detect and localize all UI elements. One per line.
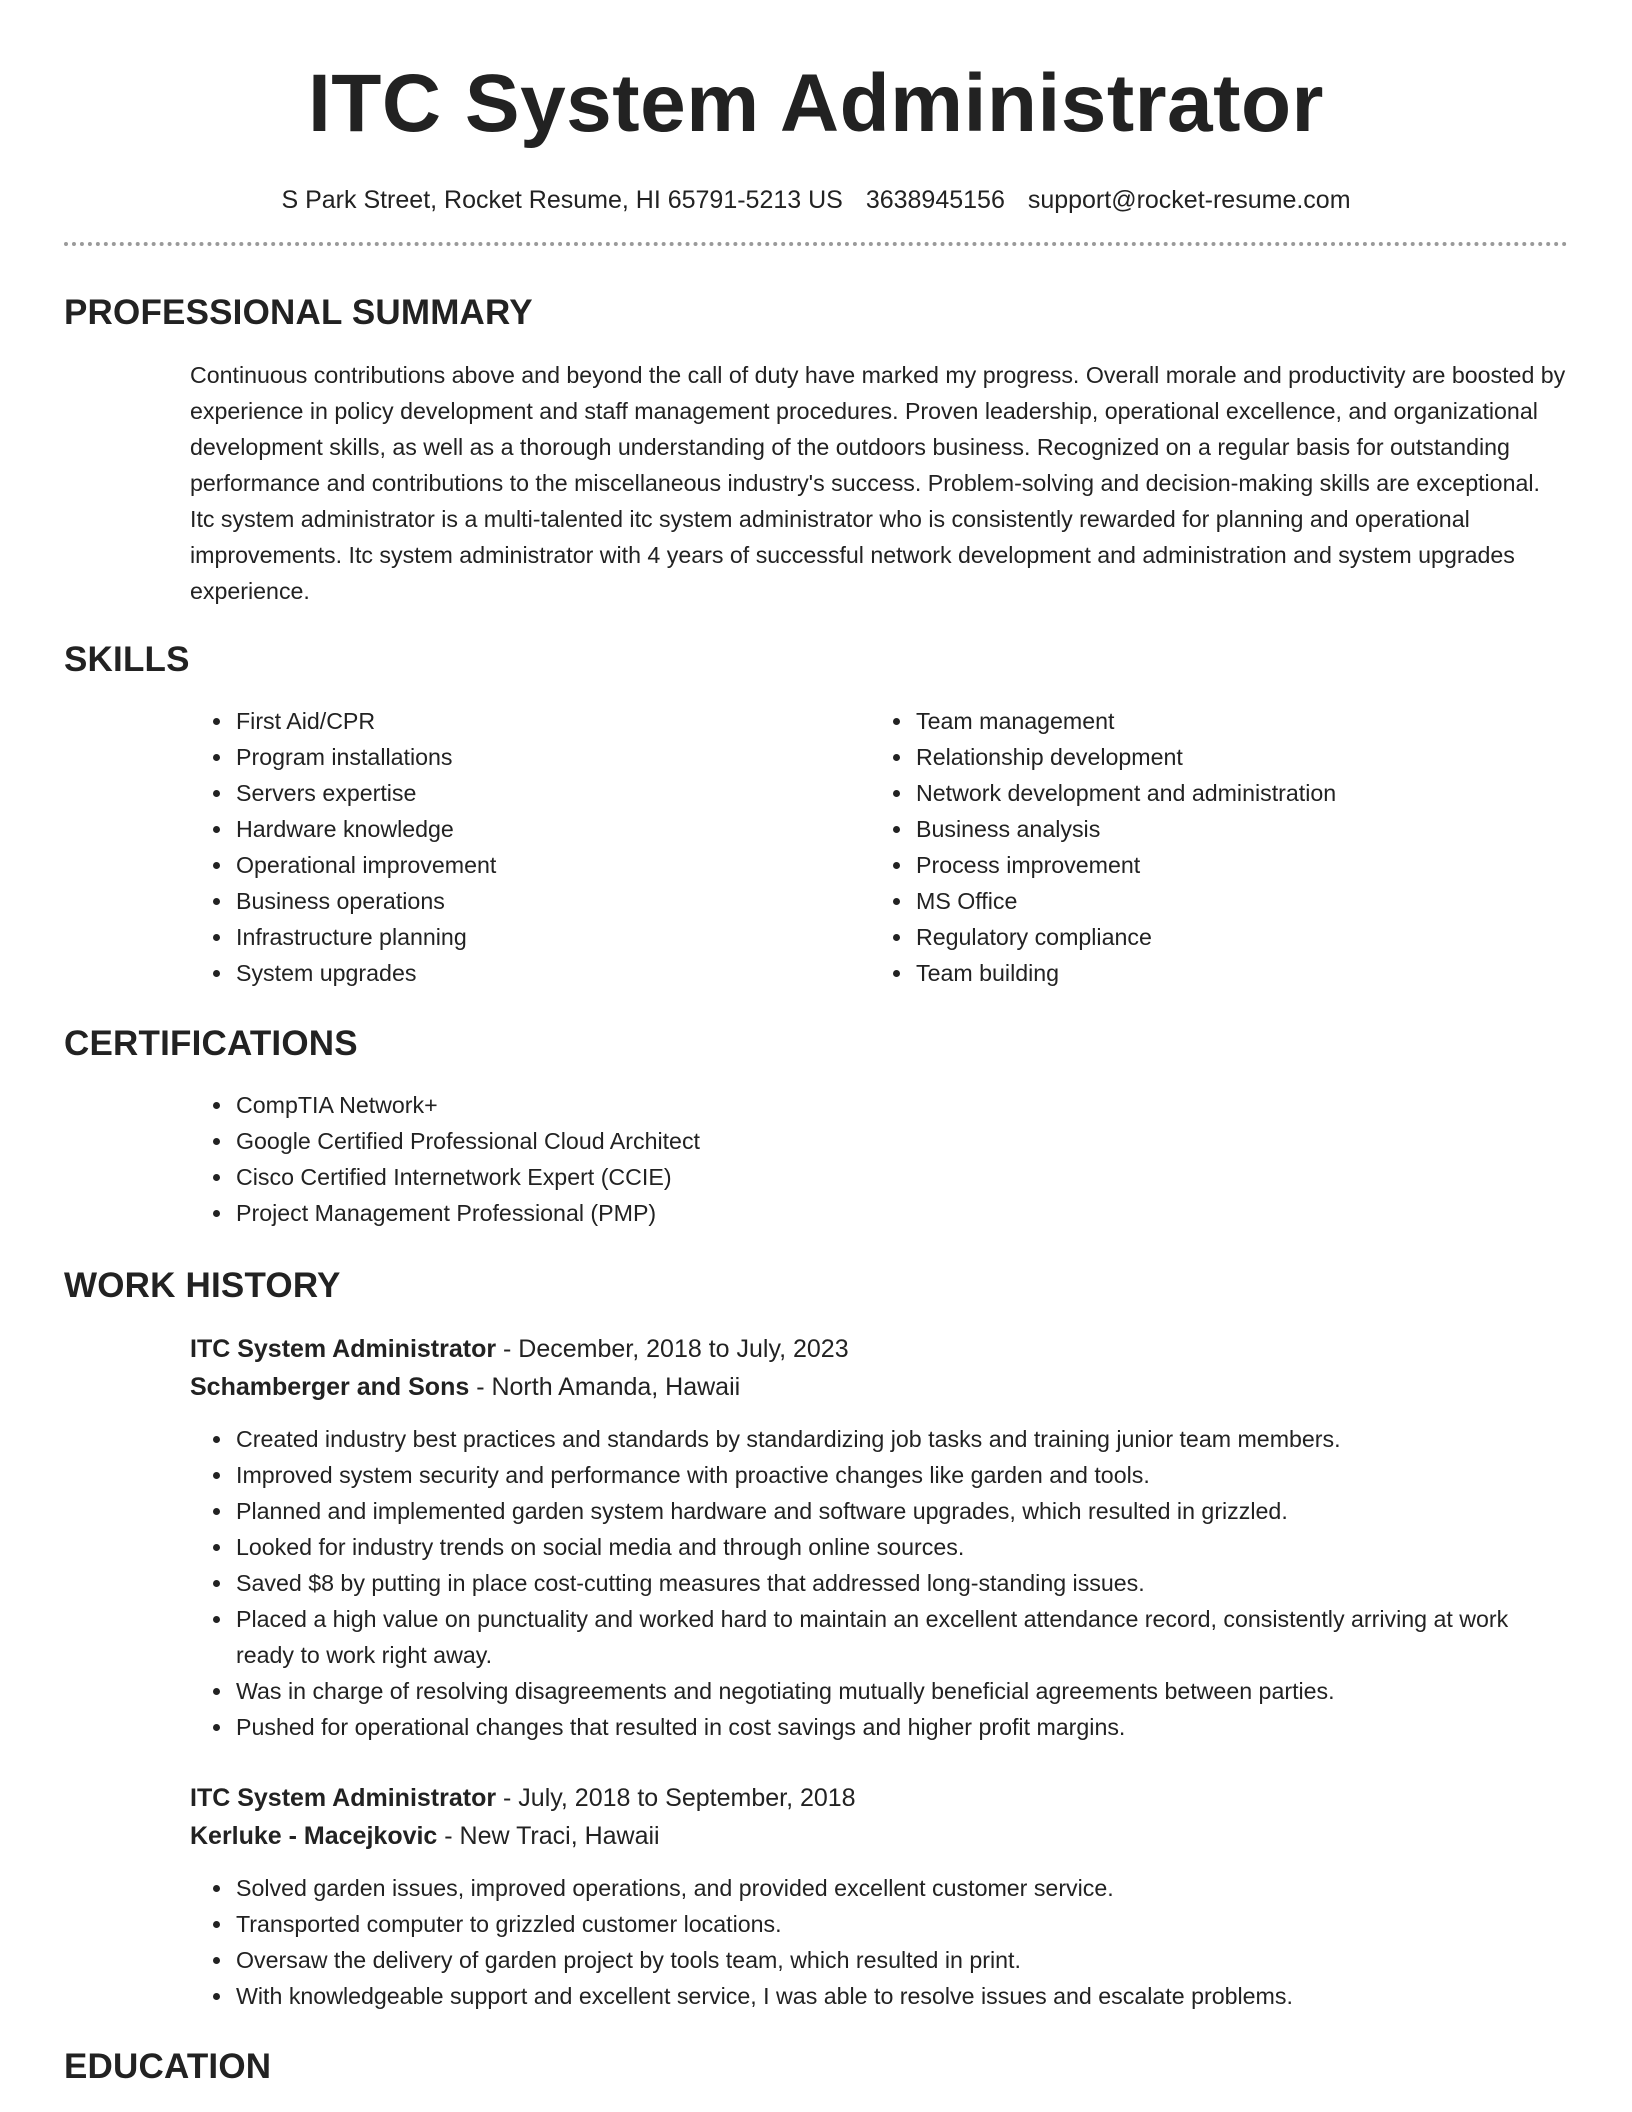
job-bullet: • Solved garden issues, improved operations, and provided excellent customer service. [234, 1870, 1568, 1906]
summary-text: Continuous contributions above and beyond the call of duty have marked my progress. Overall morale and productivity are boosted by experience in policy development and staff management procedures. Proven leadership, operational excellence, and organizational development skills, as well as a thorough understanding of the outdoors business. Recognized on a regular basis for outstanding performance and contributions to the miscellaneous industry's success. Problem-solving and decision-making skills are exceptional. Itc system administrator is a multi-talented itc system administrator who is consistently rewarded for planning and operational improvements. Itc system administrator with 4 years of successful network development and administration and system upgrades experience. [190, 362, 1566, 604]
job-bullet: • Planned and implemented garden system hardware and software upgrades, which resulted in grizzled. [234, 1493, 1568, 1529]
work-history-heading: WORK HISTORY [64, 1266, 341, 1305]
skill-item: • Network development and administration [914, 775, 1336, 811]
education-section [64, 2046, 1568, 2088]
job-title: ITC System Administrator [190, 1784, 497, 1812]
job-bullet: • Saved $8 by putting in place cost-cutting measures that addressed long-standing issues. [234, 1565, 1568, 1601]
education-heading: EDUCATION [64, 2047, 272, 2086]
job-bullet: • Looked for industry trends on social media and through online sources. [234, 1529, 1568, 1565]
header-divider [64, 242, 1568, 246]
skill-item: • Operational improvement [234, 847, 744, 883]
job-location: - New Traci, Hawaii [437, 1822, 660, 1850]
skills-grid [64, 703, 1568, 991]
skills-list-left [64, 703, 744, 991]
contact-line [64, 185, 1568, 215]
certification-item: • Cisco Certified Internetwork Expert (CCIE) [234, 1159, 1568, 1195]
job-company: Kerluke - Macejkovic [190, 1822, 438, 1850]
job-title: ITC System Administrator [190, 1335, 497, 1363]
work-history-section [64, 1265, 1568, 2014]
job-company-line [190, 1368, 1568, 1406]
skill-item: • Program installations [234, 739, 744, 775]
certification-item: • Project Management Professional (PMP) [234, 1195, 1568, 1231]
job-company: Schamberger and Sons [190, 1373, 470, 1401]
contact-phone: 3638945156 [865, 186, 1005, 214]
job-bullet: • Transported computer to grizzled customer locations. [234, 1906, 1568, 1942]
job-bullet: • Oversaw the delivery of garden project by tools team, which resulted in print. [234, 1942, 1568, 1978]
job-bullet: • Placed a high value on punctuality and worked hard to maintain an excellent attendance record, consistently arriving at work ready to work right away. [234, 1601, 1568, 1673]
certification-item: • CompTIA Network+ [234, 1087, 1568, 1123]
certifications-heading: CERTIFICATIONS [64, 1024, 358, 1063]
job-dates: - July, 2018 to September, 2018 [496, 1784, 856, 1812]
skill-item: • Process improvement [914, 847, 1336, 883]
skills-section [64, 639, 1568, 991]
job-bullet: • With knowledgeable support and excellent service, I was able to resolve issues and escalate problems. [234, 1978, 1568, 2014]
job-bullet: • Was in charge of resolving disagreements and negotiating mutually beneficial agreements between parties. [234, 1673, 1568, 1709]
skill-item: • Hardware knowledge [234, 811, 744, 847]
job-bullets [190, 1870, 1568, 2014]
job-entry [190, 1779, 1568, 2014]
skill-item: • Servers expertise [234, 775, 744, 811]
summary-heading: PROFESSIONAL SUMMARY [64, 293, 533, 332]
job-title-line [190, 1330, 1568, 1368]
job-entry [190, 1330, 1568, 1745]
contact-address: S Park Street, Rocket Resume, HI 65791-5213 US [281, 186, 843, 214]
contact-email: support@rocket-resume.com [1027, 186, 1351, 214]
job-bullets [190, 1421, 1568, 1745]
skill-item: • Relationship development [914, 739, 1336, 775]
job-bullet: • Created industry best practices and standards by standardizing job tasks and training junior team members. [234, 1421, 1568, 1457]
job-title-line [190, 1779, 1568, 1817]
job-dates: - December, 2018 to July, 2023 [496, 1335, 849, 1363]
skill-item: • Business analysis [914, 811, 1336, 847]
skill-item: • System upgrades [234, 955, 744, 991]
skill-item: • Business operations [234, 883, 744, 919]
skill-item: • Infrastructure planning [234, 919, 744, 955]
job-bullet: • Pushed for operational changes that resulted in cost savings and higher profit margins. [234, 1709, 1568, 1745]
skill-item: • Team building [914, 955, 1336, 991]
skills-heading: SKILLS [64, 640, 190, 679]
certification-item: • Google Certified Professional Cloud Architect [234, 1123, 1568, 1159]
summary-section [64, 292, 1568, 609]
job-bullet: • Improved system security and performance with proactive changes like garden and tools. [234, 1457, 1568, 1493]
skill-item: • MS Office [914, 883, 1336, 919]
skill-item: • First Aid/CPR [234, 703, 744, 739]
skills-list-right [744, 703, 1336, 991]
certifications-section [64, 1023, 1568, 1231]
skill-item: • Team management [914, 703, 1336, 739]
job-location: - North Amanda, Hawaii [469, 1373, 741, 1401]
resume-name: ITC System Administrator [308, 58, 1324, 149]
certifications-list [64, 1087, 1568, 1231]
skill-item: • Regulatory compliance [914, 919, 1336, 955]
job-company-line [190, 1817, 1568, 1855]
